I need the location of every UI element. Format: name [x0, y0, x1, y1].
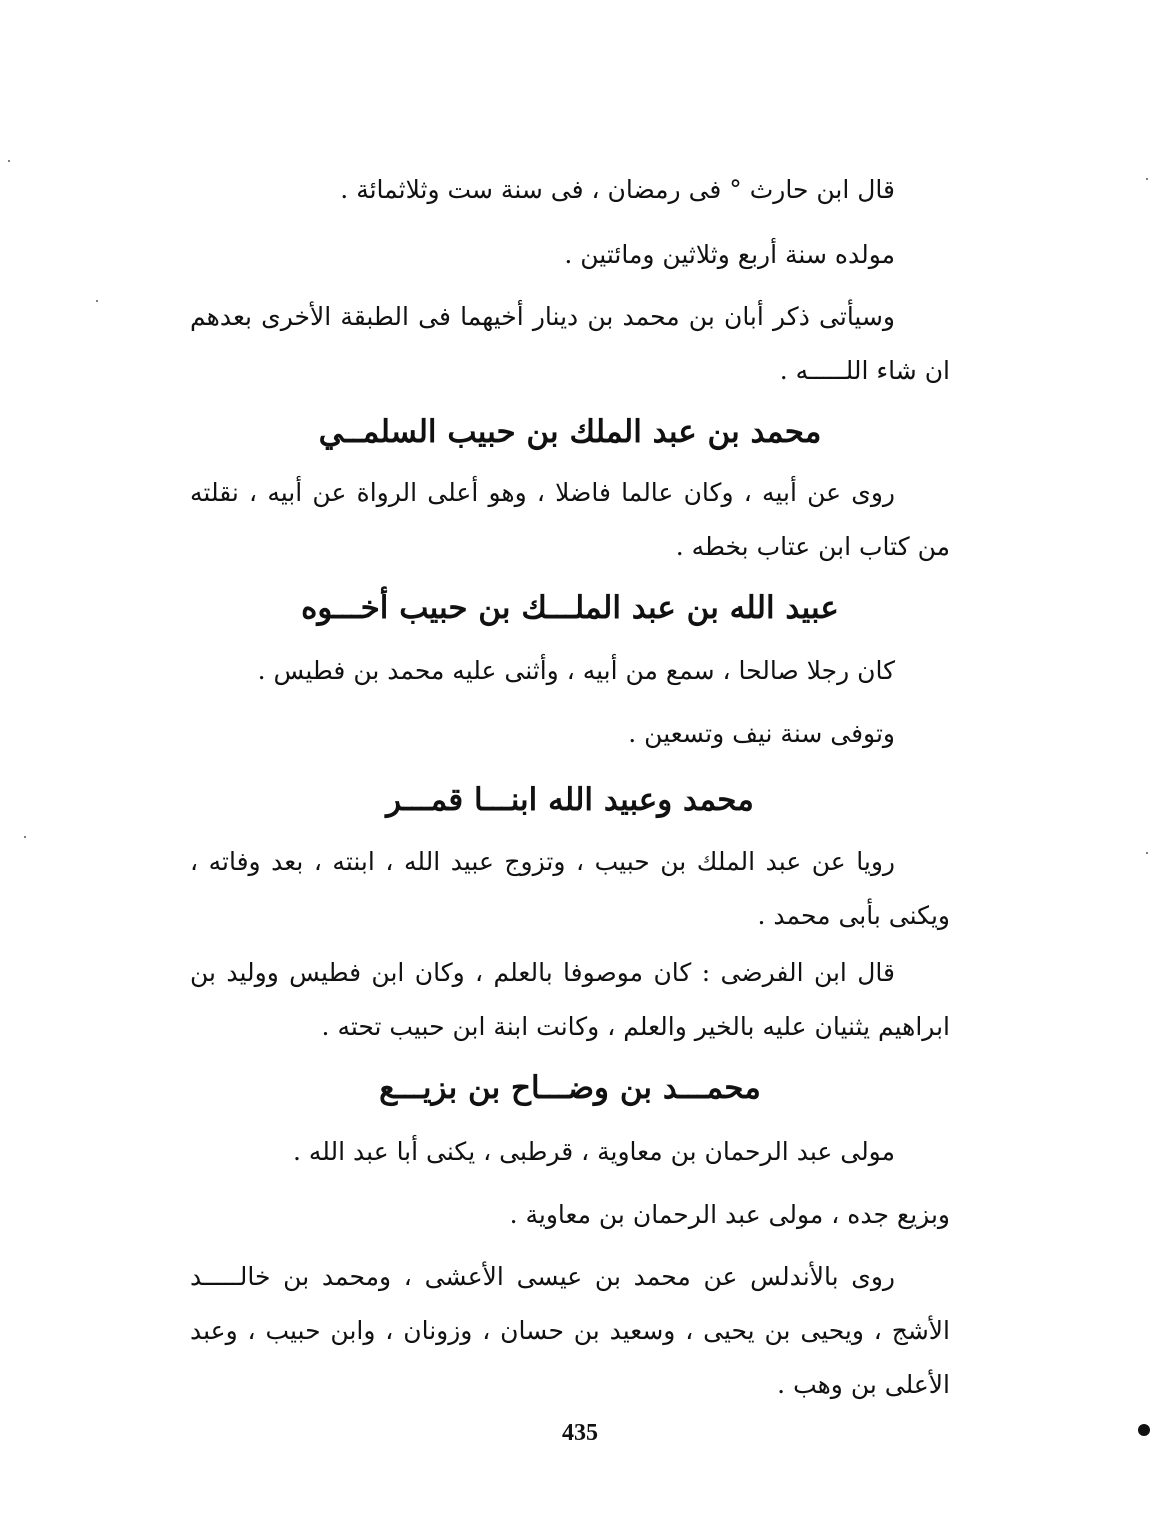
scan-speck-icon: [8, 160, 10, 162]
scan-speck-icon: [1138, 1424, 1150, 1436]
paragraph: روى عن أبيه ، وكان عالما فاضلا ، وهو أعلى الرواة عن أبيه ، نقلته من كتاب ابن عتاب بخطه .: [190, 478, 950, 561]
section-heading: محمـــد بن وضـــاح بن بزيـــع: [379, 1070, 761, 1106]
paragraph: روى بالأندلس عن محمد بن عيسى الأعشى ، ومحمد بن خالـــــد الأشج ، ويحيى بن يحيى ، وسعيد بن حسان ، وزونان ، وابن حبيب ، وعبد الأعلى بن وهب .: [190, 1262, 950, 1399]
scan-speck-icon: [1146, 178, 1148, 180]
paragraph: وسيأتى ذكر أبان بن محمد بن دينار أخيهما فى الطبقة الأخرى بعدهم ان شاء اللـــــه .: [190, 302, 950, 385]
page-number: 435: [562, 1420, 598, 1446]
section-heading: محمد وعبيد الله ابنـــا قمـــر: [386, 782, 754, 818]
scan-speck-icon: [1146, 852, 1148, 854]
paragraph: وبزيع جده ، مولى عبد الرحمان بن معاوية .: [509, 1200, 950, 1229]
scan-speck-icon: [24, 836, 26, 838]
paragraph: رويا عن عبد الملك بن حبيب ، وتزوج عبيد الله ، ابنته ، بعد وفاته ، ويكنى بأبى محمد .: [190, 847, 950, 930]
paragraph: وتوفى سنة نيف وتسعين .: [628, 719, 895, 748]
scan-speck-icon: [96, 300, 98, 302]
paragraph: كان رجلا صالحا ، سمع من أبيه ، وأثنى عليه محمد بن فطيس .: [257, 656, 895, 685]
section-heading: عبيد الله بن عبد الملـــك بن حبيب أخـــوه: [301, 590, 839, 626]
paragraph: مولده سنة أربع وثلاثين ومائتين .: [564, 240, 895, 269]
paragraph: قال ابن حارث ° فى رمضان ، فى سنة ست وثلاثمائة .: [340, 175, 895, 204]
section-heading: محمد بن عبد الملك بن حبيب السلمــي: [318, 414, 822, 450]
paragraph: مولى عبد الرحمان بن معاوية ، قرطبى ، يكنى أبا عبد الله .: [292, 1137, 895, 1166]
paragraph: قال ابن الفرضى : كان موصوفا بالعلم ، وكان ابن فطيس ووليد بن ابراهيم يثنيان عليه بالخير والعلم ، وكانت ابنة ابن حبيب تحته .: [190, 958, 950, 1041]
